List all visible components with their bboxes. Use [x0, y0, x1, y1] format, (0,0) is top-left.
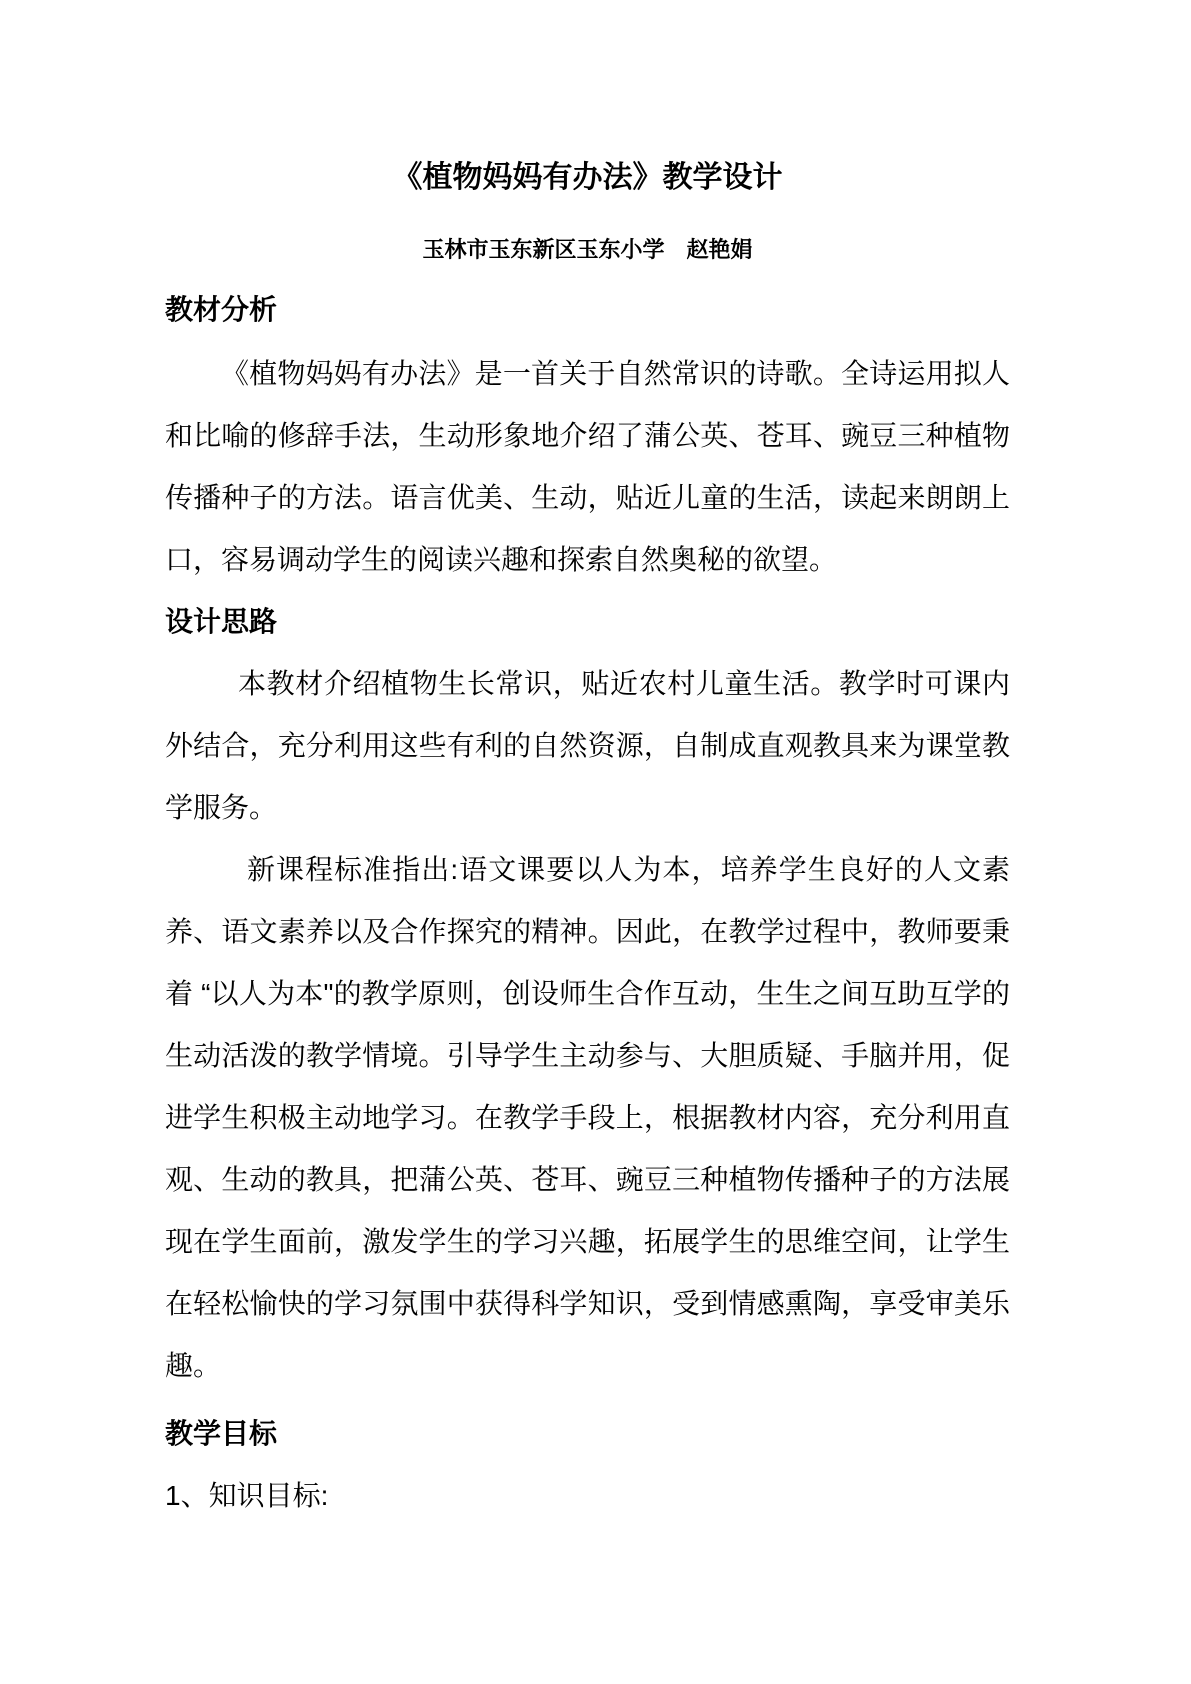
section-heading-textbook-analysis: 教材分析 [165, 294, 278, 325]
paragraph-knowledge-objective-label: 1、知识目标: [165, 1480, 329, 1511]
paragraph-design-approach-1: 本教材介绍植物生长常识，贴近农村儿童生活。教学时可课内外结合，充分利用这些有利的自然资源，自制成直观教具来为课堂教学服务。 [165, 668, 1010, 823]
section-heading-design-approach: 设计思路 [165, 606, 278, 637]
paragraph-textbook-analysis: 《植物妈妈有办法》是一首关于自然常识的诗歌。全诗运用拟人和比喻的修辞手法，生动形象地介绍了蒲公英、苍耳、豌豆三种植物传播种子的方法。语言优美、生动，贴近儿童的生活，读起来朗朗上口，容易调动学生的阅读兴趣和探索自然奥秘的欲望。 [165, 358, 1010, 575]
document-title: 《植物妈妈有办法》教学设计 [392, 161, 783, 194]
paragraph-design-approach-2: 新课程标准指出:语文课要以人为本，培养学生良好的人文素养、语文素养以及合作探究的精神。因此，在教学过程中，教师要秉着 “以人为本"的教学原则，创设师生合作互动，生生之间互助互学的生动活泼的教学情境。引导学生主动参与、大胆质疑、手脑并用，促进学生积极主动地学习。在教学手段上，根据教材内容，充分利用直观、生动的教具，把蒲公英、苍耳、豌豆三种植物传播种子的方法展现在学生面前，激发学生的学习兴趣，拓展学生的思维空间，让学生在轻松愉快的学习氛围中获得科学知识，受到情感熏陶，享受审美乐趣。 [165, 854, 1010, 1381]
document-byline: 玉林市玉东新区玉东小学 赵艳娟 [422, 237, 753, 262]
section-heading-teaching-objectives: 教学目标 [165, 1418, 278, 1449]
